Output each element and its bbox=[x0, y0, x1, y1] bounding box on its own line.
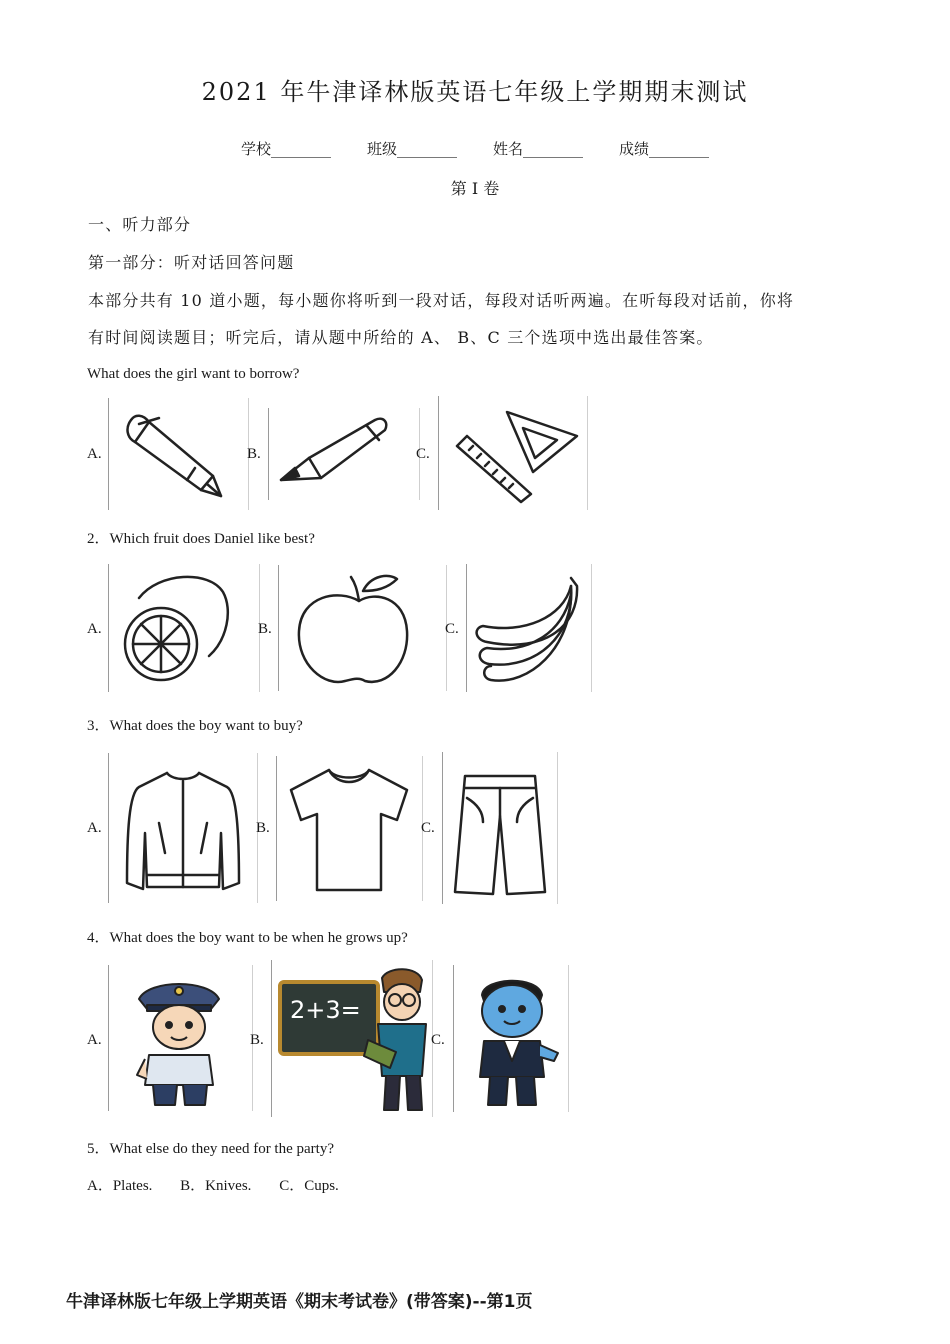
teacher-icon bbox=[271, 960, 433, 1117]
part-heading: 第一部分：听对话回答问题 bbox=[88, 253, 295, 272]
option-label-c: C. bbox=[431, 1032, 445, 1048]
option-label-a: A. bbox=[87, 1032, 102, 1048]
school-field: 学校________ bbox=[240, 140, 331, 158]
score-field: 成绩________ bbox=[619, 140, 710, 158]
option-label-c: C. bbox=[421, 820, 435, 836]
option-label-b: B. bbox=[256, 820, 270, 836]
class-field: 班级________ bbox=[366, 140, 457, 158]
pencil-icon bbox=[268, 408, 420, 500]
option-label-b: B. bbox=[247, 446, 261, 462]
question-5-options bbox=[87, 1174, 363, 1195]
question-5: 5．What else do they need for the party? bbox=[87, 1141, 334, 1157]
option-a: A．Plates. bbox=[87, 1178, 153, 1194]
page-footer: 牛津译林版七年级上学期英语《期末考试卷》(带答案)--第1页 bbox=[66, 1292, 533, 1312]
option-label-a: A. bbox=[87, 446, 102, 462]
blackboard-text: 2+3= bbox=[290, 996, 361, 1024]
question-1: What does the girl want to borrow? bbox=[87, 366, 300, 382]
shorts-icon bbox=[442, 752, 558, 904]
student-info-row bbox=[0, 138, 950, 159]
option-label-c: C. bbox=[445, 621, 459, 637]
question-2: 2．Which fruit does Daniel like best? bbox=[87, 531, 315, 547]
banana-icon bbox=[466, 564, 592, 692]
instructions-line-1: 本部分共有 10 道小题，每小题你将听到一段对话，每段对话听两遍。在听每段对话前，你将 bbox=[88, 291, 795, 310]
option-label-b: B. bbox=[258, 621, 272, 637]
lemon-icon bbox=[108, 564, 260, 692]
policeman-icon bbox=[108, 965, 253, 1111]
instructions-line-2: 有时间阅读题目；听完后，请从题中所给的 A、 B、C 三个选项中选出最佳答案。 bbox=[88, 328, 714, 347]
apple-icon bbox=[278, 565, 447, 691]
tshirt-icon bbox=[276, 756, 423, 901]
option-label-a: A. bbox=[87, 621, 102, 637]
pen-icon bbox=[108, 398, 249, 510]
ruler-triangle-icon bbox=[438, 396, 588, 510]
option-b: B．Knives. bbox=[180, 1178, 252, 1194]
jacket-icon bbox=[108, 753, 258, 903]
option-label-a: A. bbox=[87, 820, 102, 836]
option-label-c: C. bbox=[416, 446, 430, 462]
section-heading: 一、听力部分 bbox=[88, 215, 192, 234]
volume-heading: 第 I 卷 bbox=[450, 179, 500, 198]
option-label-b: B. bbox=[250, 1032, 264, 1048]
doctor-icon bbox=[453, 965, 569, 1112]
question-4: 4．What does the boy want to be when he grows up? bbox=[87, 930, 408, 946]
question-3: 3．What does the boy want to buy? bbox=[87, 718, 303, 734]
page-title: 2021 年牛津译林版英语七年级上学期期末测试 bbox=[201, 78, 749, 106]
name-field: 姓名________ bbox=[493, 140, 584, 158]
option-c: C．Cups. bbox=[279, 1178, 339, 1194]
